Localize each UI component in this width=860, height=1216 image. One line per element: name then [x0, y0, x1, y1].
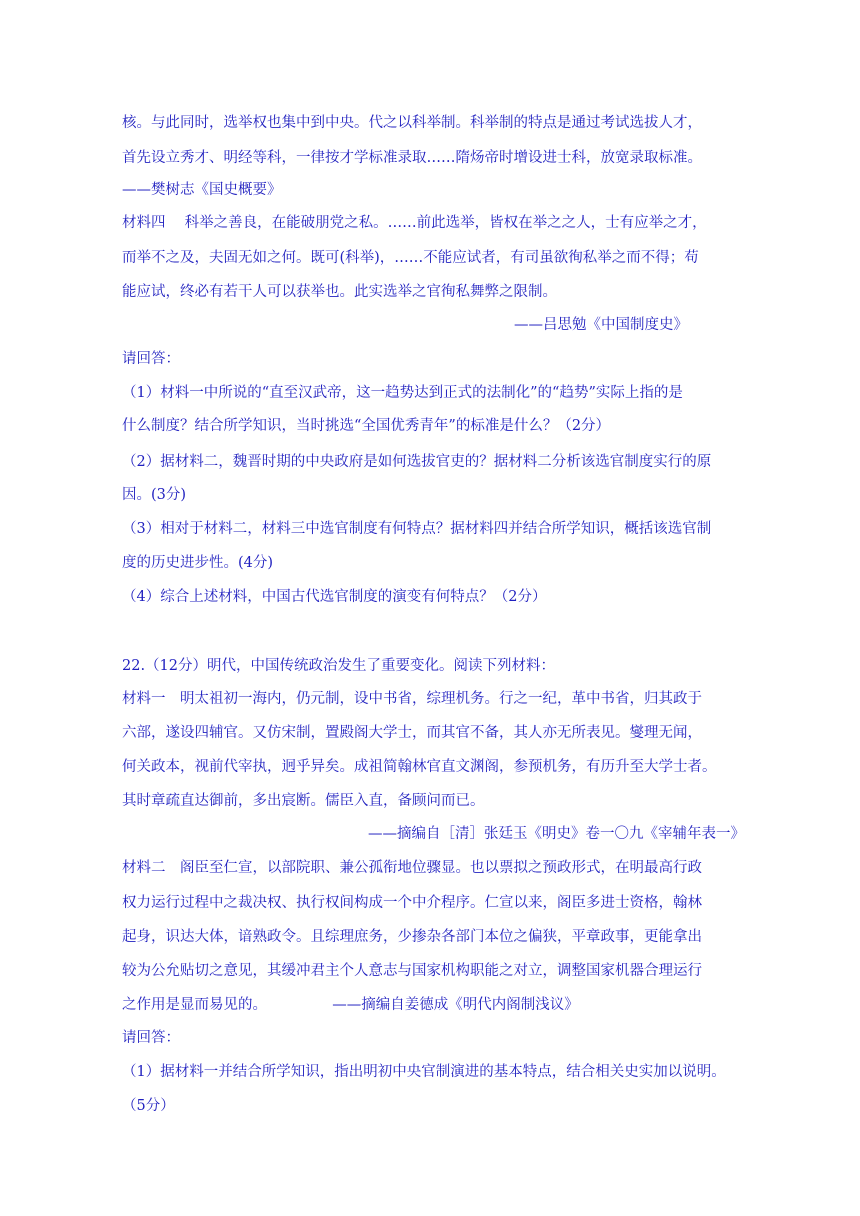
text-line: 较为公允贴切之意见，其缓冲君主个人意志与国家机构职能之对立，调整国家机器合理运行: [122, 963, 702, 979]
source-citation: ——摘编自［清］张廷玉《明史》卷一〇九《宰辅年表一》: [368, 826, 745, 842]
question-22-1: （1）据材料一并结合所学知识，指出明初中央官制演进的基本特点，结合相关史实加以说明。: [122, 1064, 726, 1080]
text-line: 之作用是显而易见的。 ——摘编自姜德成《明代内阁制浅议》: [122, 997, 579, 1013]
question-3: （3）相对于材料二，材料三中选官制度有何特点？据材料四并结合所学知识，概括该选官制: [122, 521, 712, 537]
text-line: 其时章疏直达御前，多出宸断。儒臣入直，备顾问而已。: [122, 793, 485, 809]
question-prompt: 请回答：: [122, 1030, 180, 1046]
question-1: （1）材料一中所说的“直至汉武帝，这一趋势达到正式的法制化”的“趋势”实际上指的是: [122, 385, 683, 401]
question-3-cont: 度的历史进步性。(4分): [122, 555, 274, 571]
text-line: 核。与此同时，选举权也集中到中央。代之以科举制。科举制的特点是通过考试选拔人才，: [122, 115, 702, 131]
text-line: 何关政本，视前代宰执，迥乎异矣。成祖简翰林官直文渊阁，参预机务，有历升至大学士者。: [122, 759, 717, 775]
question-2: （2）据材料二，魏晋时期的中央政府是如何选拔官吏的？据材料二分析该选官制度实行的原: [122, 454, 712, 470]
question-prompt: 请回答：: [122, 351, 180, 367]
question-22-heading: 22.（12分）明代，中国传统政治发生了重要变化。阅读下列材料：: [122, 658, 556, 674]
material-one-heading: 材料一 明太祖初一海内，仍元制，设中书省，综理机务。行之一纪，革中书省，归其政于: [122, 691, 702, 707]
text-line: 首先设立秀才、明经等科，一律按才学标准录取……隋炀帝时增设进士科，放宽录取标准。: [122, 150, 702, 166]
material-two-heading: 材料二 阁臣至仁宣，以部院职、兼公孤衔地位骤显。也以票拟之预政形式，在明最高行政: [122, 860, 702, 876]
material-four-heading: 材料四 科举之善良，在能破朋党之私。……前此选举，皆权在举之之人，士有应举之才，: [122, 215, 707, 231]
text-line: 起身，识达大体，谙熟政令。且综理庶务，少掺杂各部门本位之偏狭，平章政事，更能拿出: [122, 929, 702, 945]
text-line: 权力运行过程中之裁决权、执行权间构成一个中介程序。仁宣以来，阁臣多进士资格，翰林: [122, 895, 702, 911]
question-4: （4）综合上述材料，中国古代选官制度的演变有何特点？（2分）: [122, 589, 547, 605]
text-line: 而举不之及，夫固无如之何。既可(科举)，……不能应试者，有司虽欲徇私举之而不得；苟: [122, 250, 699, 266]
text-line: 六部，遂设四辅官。又仿宋制，置殿阁大学士，而其官不备，其人亦无所表见。燮理无闻，: [122, 725, 702, 741]
source-citation: ——吕思勉《中国制度史》: [514, 317, 688, 333]
question-22-1-cont: （5分）: [122, 1098, 175, 1114]
question-2-cont: 因。(3分): [122, 487, 187, 503]
text-line: 能应试，终必有若干人可以获举也。此实选举之官徇私舞弊之限制。: [122, 284, 557, 300]
question-1-cont: 什么制度？结合所学知识，当时挑选“全国优秀青年”的标准是什么？（2分）: [122, 418, 611, 434]
source-citation: ——樊树志《国史概要》: [122, 182, 282, 198]
